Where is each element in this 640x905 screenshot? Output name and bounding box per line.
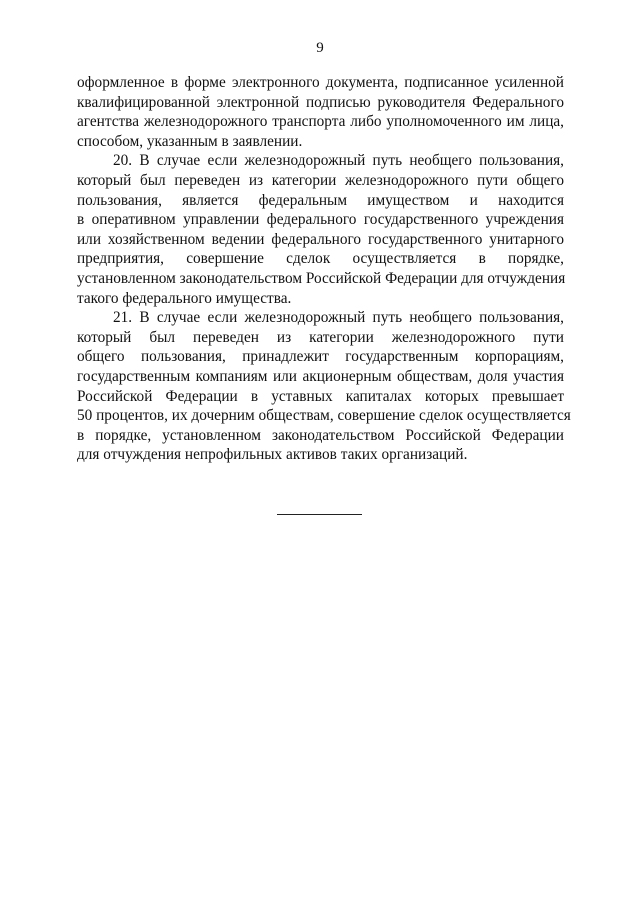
text-line: 20. В случае если железнодорожный путь необщего пользования, [113, 152, 564, 170]
text-line: для отчуждения непрофильных активов таких организаций. [77, 446, 468, 464]
text-line: государственным компаниям или акционерным обществам, доля участия [77, 367, 564, 385]
text-line: в порядке, установленном законодательством Российской Федерации [77, 426, 564, 444]
text-line: пользования, является федеральным имуществом и находится [77, 191, 564, 209]
text-line: который был переведен из категории железнодорожного пути [77, 328, 564, 346]
paragraph-20 [77, 151, 564, 308]
text-line: 50 процентов, их дочерним обществам, совершение сделок осуществляется [77, 407, 571, 425]
text-line: предприятия, совершение сделок осуществляется в порядке, [77, 250, 564, 268]
text-line: квалифицированной электронной подписью руководителя Федерального [77, 93, 564, 111]
text-line: который был переведен из категории железнодорожного пути общего [77, 171, 564, 189]
paragraph-21 [77, 308, 571, 465]
text-line: общего пользования, принадлежит государственным корпорациям, [77, 348, 564, 366]
text-line: агентства железнодорожного транспорта либо уполномоченного им лица, [77, 113, 564, 131]
end-divider-line [277, 514, 362, 515]
text-line: оформленное в форме электронного документа, подписанное усиленной [77, 74, 564, 91]
document-body [77, 73, 571, 465]
paragraph-continuation [77, 73, 564, 151]
text-line: 21. В случае если железнодорожный путь необщего пользования, [113, 309, 564, 327]
text-line: или хозяйственном ведении федерального государственного унитарного [77, 230, 564, 248]
text-line: Российской Федерации в уставных капиталах которых превышает [77, 387, 564, 405]
text-line: в оперативном управлении федерального государственного учреждения [77, 211, 564, 229]
text-line: такого федерального имущества. [77, 289, 292, 307]
text-line: способом, указанным в заявлении. [77, 132, 303, 150]
page-number: 9 [316, 40, 324, 56]
text-line: установленном законодательством Российской Федерации для отчуждения [77, 269, 566, 287]
